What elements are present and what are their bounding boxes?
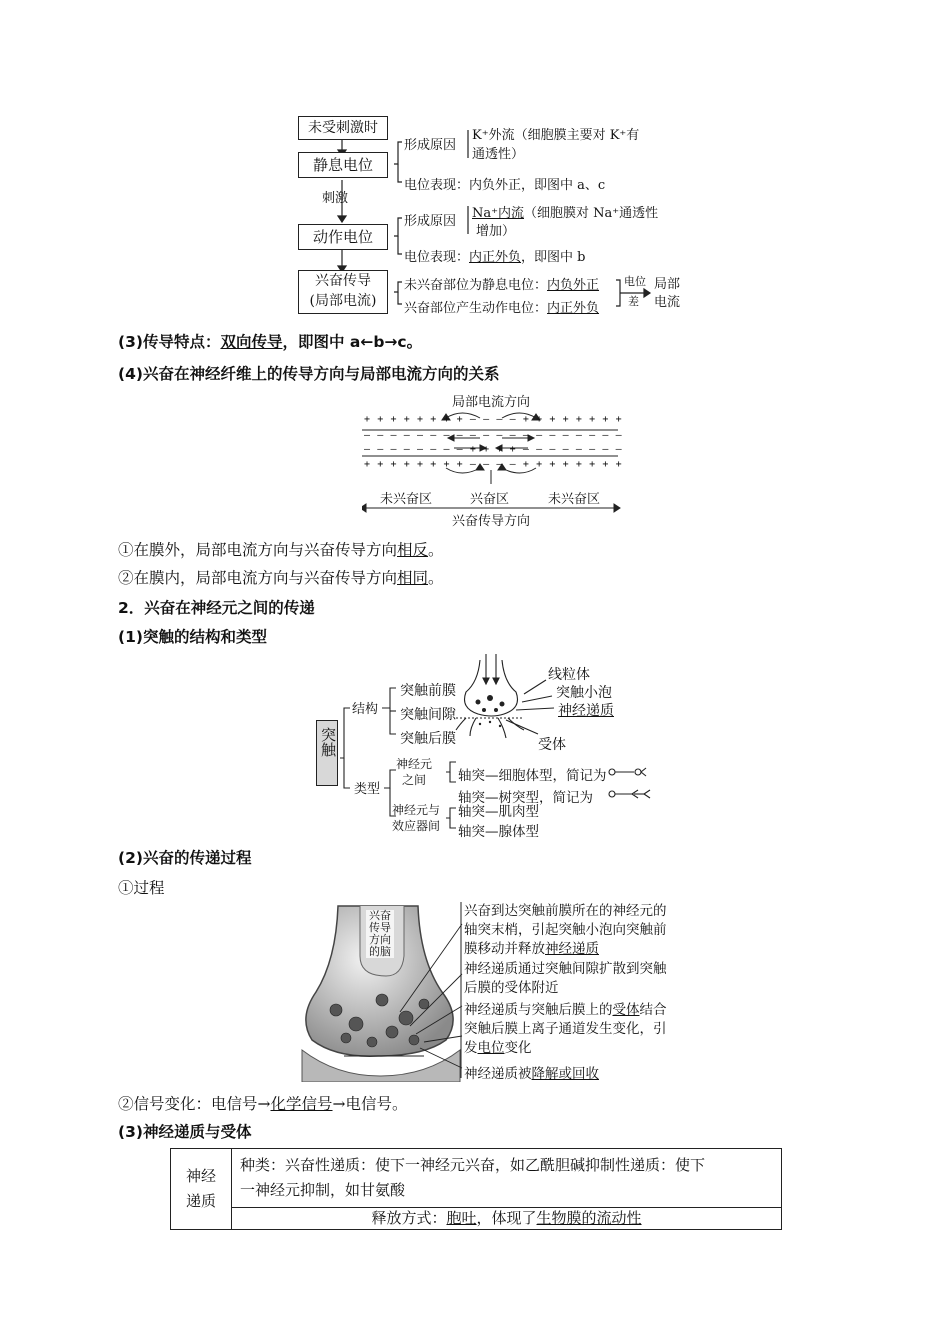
step3-value: 受体 bbox=[612, 1002, 640, 1018]
neurotransmitter-table bbox=[170, 1148, 782, 1230]
conduction-line2-value: 内正外负 bbox=[547, 301, 600, 316]
outside-note-prefix: ①在膜外，局部电流方向与兴奋传导方向 bbox=[118, 541, 398, 559]
conduction-line2-prefix: 兴奋部位产生动作电位： bbox=[404, 301, 548, 316]
conduction-feature bbox=[118, 330, 422, 352]
release-value2: 生物膜的流动性 bbox=[536, 1208, 642, 1227]
local-current-direction-label: 局部电流方向 bbox=[452, 395, 531, 410]
presynaptic-membrane: 突触前膜 bbox=[400, 683, 456, 699]
vesicle-label: 突触小泡 bbox=[556, 685, 612, 701]
inside-note-suffix: 。 bbox=[428, 569, 444, 587]
neuron-effector-label bbox=[392, 802, 440, 834]
unstimulated-box: 未受刺激时 bbox=[298, 116, 388, 140]
action-cause-label: 形成原因 bbox=[404, 214, 457, 229]
conduction-direction-label: 兴奋传导方向 bbox=[452, 514, 531, 529]
process-step-2 bbox=[464, 960, 667, 998]
resting-manifest bbox=[404, 174, 605, 193]
kinds-line2: 一神经元抑制，如甘氨酸 bbox=[240, 1180, 406, 1199]
excited-zone: 兴奋区 bbox=[470, 492, 510, 507]
resting-potential-box: 静息电位 bbox=[298, 152, 388, 178]
potential-diff-line1: 电位 bbox=[624, 275, 646, 288]
types-label: 类型 bbox=[354, 782, 381, 797]
action-manifest-value: 内正外负 bbox=[469, 250, 522, 265]
receptor-label: 受体 bbox=[538, 737, 566, 753]
step3-suffix: 结合 bbox=[639, 1002, 667, 1018]
stimulus-label: 刺激 bbox=[322, 191, 349, 206]
resting-manifest-suffix: ，即图中 a、c bbox=[521, 178, 606, 193]
structure-label: 结构 bbox=[352, 702, 379, 717]
step2-line1: 神经递质通过突触间隙扩散到突触 bbox=[464, 961, 667, 977]
axon-muscle-type: 轴突—肌肉型 bbox=[458, 804, 539, 820]
table-row bbox=[171, 1207, 782, 1230]
conduction-line2 bbox=[404, 297, 599, 316]
table-head-line1: 神经 bbox=[185, 1167, 216, 1186]
release-value: 胞吐 bbox=[446, 1208, 477, 1227]
local-current-label bbox=[654, 276, 680, 312]
axon-dendrite-type: 轴突—树突型，简记为 bbox=[458, 790, 593, 806]
synapse-main-label: 突触 bbox=[319, 727, 337, 757]
conduction-box bbox=[298, 270, 388, 314]
inside-membrane-note bbox=[118, 566, 444, 588]
process-subheading: ①过程 bbox=[118, 879, 165, 897]
outside-note-value: 相反 bbox=[397, 541, 429, 559]
action-potential-box: 动作电位 bbox=[298, 224, 388, 250]
step3-prefix: 神经递质与突触后膜上的 bbox=[464, 1002, 613, 1018]
conduction-line1-value: 内负外正 bbox=[547, 278, 600, 293]
potential-diff-line2: 差 bbox=[628, 295, 639, 308]
step5-prefix: 神经递质被 bbox=[464, 1066, 532, 1082]
action-manifest bbox=[404, 246, 586, 265]
potential-diff-label bbox=[624, 276, 646, 308]
signal-prefix: ②信号变化：电信号→ bbox=[118, 1095, 271, 1113]
table-head-cell bbox=[171, 1149, 232, 1230]
axon-soma-type: 轴突—细胞体型，简记为 bbox=[458, 768, 607, 784]
effector-line1: 神经元与 bbox=[392, 803, 441, 817]
transmission-process-heading: (2)兴奋的传递过程 bbox=[118, 849, 252, 867]
inner-charge-row-1: – – – – – – – – – – – – – – – – – – – – bbox=[364, 430, 623, 441]
step1-line3-prefix: 膜移动并释放 bbox=[464, 941, 545, 957]
left-unexcited-zone: 未兴奋区 bbox=[380, 492, 433, 507]
outside-membrane-note bbox=[118, 538, 444, 560]
kinds-line1: 种类：兴奋性递质：使下一神经元兴奋，如乙酰胆碱抑制性递质：使下 bbox=[240, 1156, 706, 1174]
resting-manifest-prefix: 电位表现： bbox=[404, 178, 470, 193]
table-head-line2: 递质 bbox=[185, 1192, 216, 1210]
table-row bbox=[171, 1149, 782, 1208]
step1-line1: 兴奋到达突触前膜所在的神经元的 bbox=[464, 903, 667, 919]
conduction-line1 bbox=[404, 274, 599, 293]
release-cell bbox=[232, 1207, 782, 1230]
conduction-feature-suffix: ，即图中 a←b→c。 bbox=[282, 333, 423, 351]
conduction-feature-value: 双向传导 bbox=[220, 333, 283, 351]
step4-line1: 突触后膜上离子通道发生变化，引 bbox=[464, 1021, 667, 1037]
conduction-direction-side-label: 兴奋传导方向的脑 bbox=[366, 910, 394, 958]
between-neurons-label bbox=[396, 756, 432, 788]
outer-charge-row: + + + + + + + + – – – – + + + + + + + + bbox=[364, 414, 623, 425]
conduction-label-2: (局部电流) bbox=[309, 293, 377, 309]
step4-line2 bbox=[464, 1039, 667, 1058]
conduction-feature-prefix: (3)传导特点： bbox=[118, 333, 221, 351]
effector-line2: 效应器间 bbox=[392, 819, 441, 833]
resting-cause-label: 形成原因 bbox=[404, 138, 457, 153]
step2-line2: 后膜的受体附近 bbox=[464, 980, 559, 996]
synapse-structure-heading: (1)突触的结构和类型 bbox=[118, 628, 267, 646]
step1-line3-value: 神经递质 bbox=[545, 941, 599, 957]
step4-line2-suffix: 变化 bbox=[504, 1040, 532, 1056]
signal-value: 化学信号 bbox=[270, 1095, 333, 1113]
outside-note-suffix: 。 bbox=[428, 541, 444, 559]
resting-cause-line1: K⁺外流（细胞膜主要对 K⁺有 bbox=[472, 128, 640, 143]
step1-line2: 轴突末梢，引起突触小泡向突触前 bbox=[464, 922, 667, 938]
transmitter-label: 神经递质 bbox=[558, 703, 614, 719]
process-step-3 bbox=[464, 998, 667, 1018]
resting-cause-line2: 通透性） bbox=[472, 147, 525, 162]
axon-gland-type: 轴突—腺体型 bbox=[458, 824, 539, 840]
inside-note-value: 相同 bbox=[397, 569, 429, 587]
process-step-5 bbox=[464, 1062, 599, 1082]
local-current-line2: 电流 bbox=[654, 295, 681, 310]
local-current-line1: 局部 bbox=[654, 277, 681, 292]
action-cause-line1 bbox=[472, 202, 658, 221]
kinds-cell bbox=[232, 1149, 782, 1208]
process-step-1 bbox=[464, 902, 667, 959]
step5-value: 降解或回收 bbox=[531, 1066, 599, 1082]
inside-note-prefix: ②在膜内，局部电流方向与兴奋传导方向 bbox=[118, 569, 398, 587]
conduction-label-1: 兴奋传导 bbox=[315, 273, 371, 289]
action-manifest-suffix: ，即图中 b bbox=[521, 250, 586, 265]
signal-change bbox=[118, 1092, 408, 1114]
action-cause-line2: 增加） bbox=[476, 224, 516, 239]
transmitter-receptor-heading: (3)神经递质与受体 bbox=[118, 1123, 252, 1141]
between-line2: 之间 bbox=[402, 773, 427, 787]
right-unexcited-zone: 未兴奋区 bbox=[548, 492, 601, 507]
mitochondria-label: 线粒体 bbox=[548, 667, 590, 683]
step4-line2-prefix: 发 bbox=[464, 1040, 478, 1056]
process-step-4 bbox=[464, 1020, 667, 1058]
action-cause-suffix: （细胞膜对 Na⁺通透性 bbox=[524, 206, 659, 221]
release-prefix: 释放方式： bbox=[371, 1208, 447, 1227]
synaptic-cleft: 突触间隙 bbox=[400, 707, 456, 723]
section-2-heading: 2．兴奋在神经元之间的传递 bbox=[118, 599, 315, 617]
conduction-line1-prefix: 未兴奋部位为静息电位： bbox=[404, 278, 548, 293]
process-pointer-lines bbox=[380, 900, 466, 1080]
step1-line3 bbox=[464, 940, 667, 959]
signal-suffix: →电信号。 bbox=[332, 1095, 408, 1113]
action-cause-value: Na⁺内流 bbox=[472, 206, 524, 221]
action-manifest-prefix: 电位表现： bbox=[404, 250, 470, 265]
release-mid: ，体现了 bbox=[476, 1208, 537, 1227]
section-4-heading: (4)兴奋在神经纤维上的传导方向与局部电流方向的关系 bbox=[118, 365, 500, 383]
inner-charge-row-2: – – – – – – – – + + + + – – – – – – – – bbox=[364, 444, 623, 455]
outer-charge-row-2: + + + + + + + + – – – – + + + + + + + + bbox=[364, 459, 623, 470]
between-line1: 神经元 bbox=[396, 757, 433, 771]
resting-manifest-value: 内负外正 bbox=[469, 178, 522, 193]
synapse-main-box bbox=[316, 720, 338, 786]
postsynaptic-membrane: 突触后膜 bbox=[400, 731, 456, 747]
step4-line2-value: 电位 bbox=[477, 1040, 505, 1056]
